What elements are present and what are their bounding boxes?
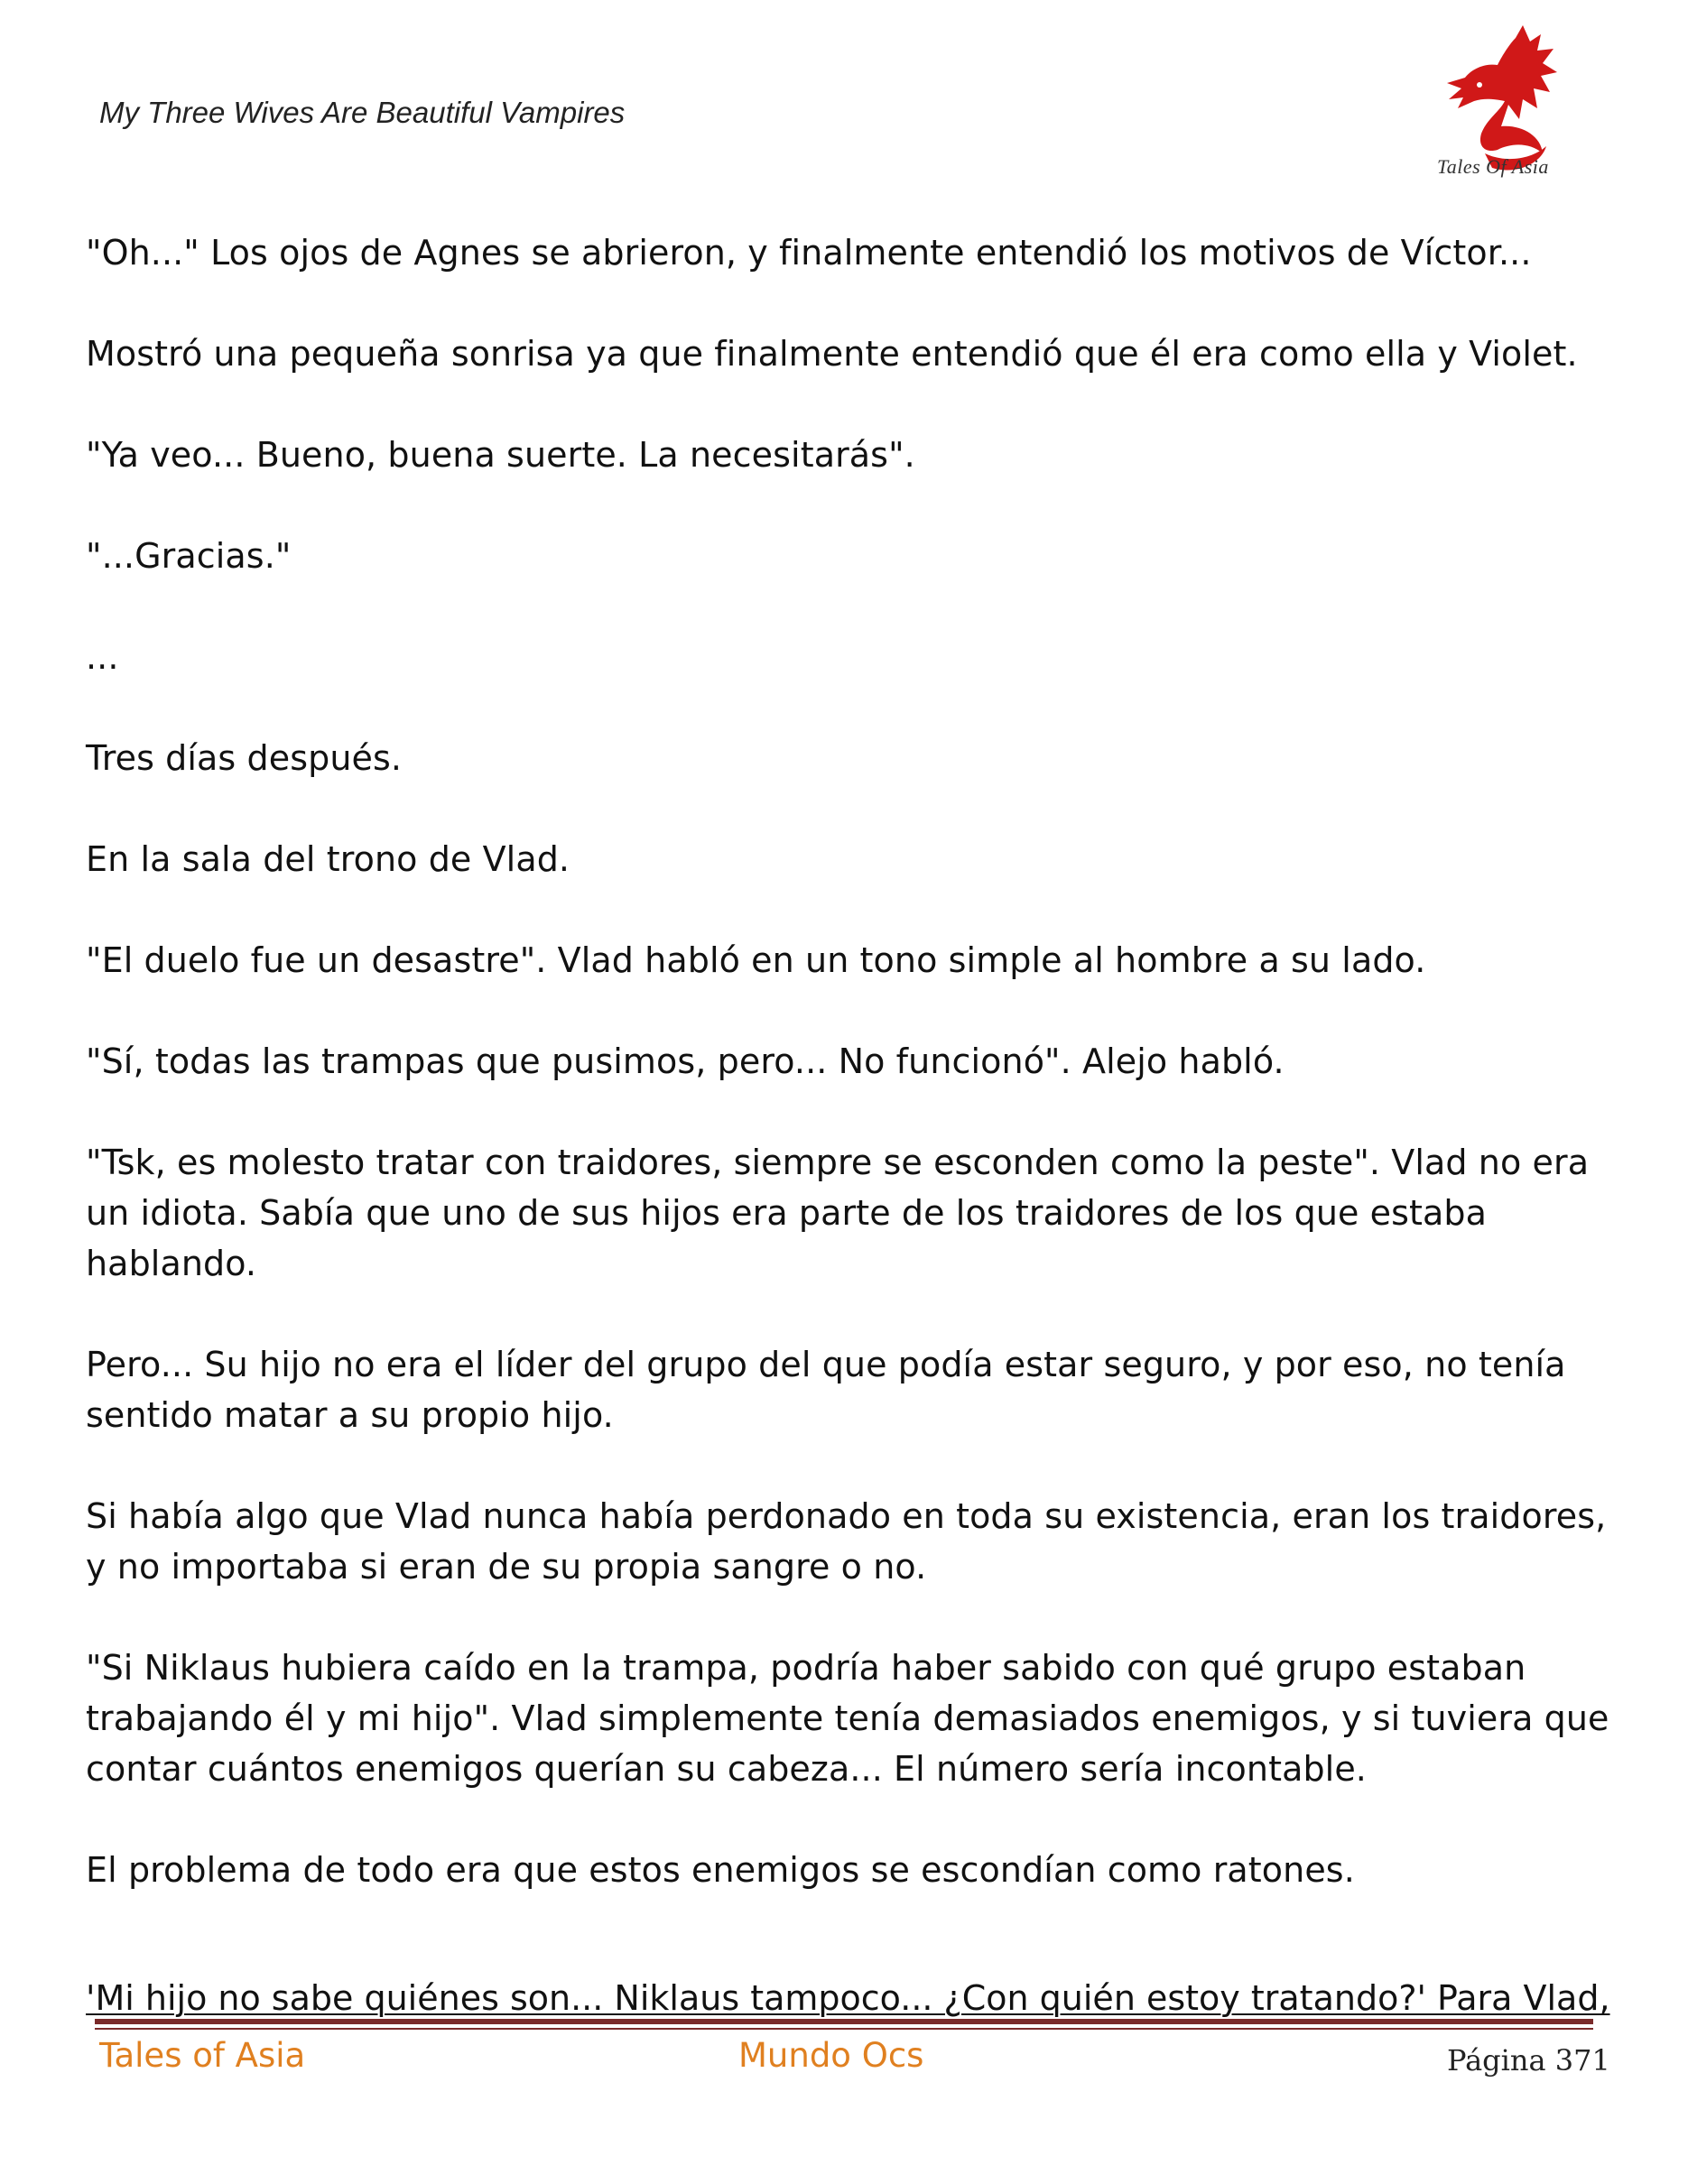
paragraph: "Oh..." Los ojos de Agnes se abrieron, y finalmente entendió los motivos de Víctor... [86, 233, 1532, 273]
paragraph: Si había algo que Vlad nunca había perdonado en toda su existencia, eran los traidores, y no importaba si eran de su propia sangre o no. [86, 1496, 1607, 1587]
paragraph: Tres días después. [86, 738, 403, 778]
paragraph: "Ya veo... Bueno, buena suerte. La necesitarás". [86, 435, 915, 475]
footer-divider [95, 2019, 1593, 2024]
paragraph: Mostró una pequeña sonrisa ya que finalmente entendió que él era como ella y Violet. [86, 334, 1578, 374]
paragraph: En la sala del trono de Vlad. [86, 839, 570, 879]
paragraph: "...Gracias." [86, 536, 292, 576]
footer-site-name: Tales of Asia [99, 2036, 306, 2075]
logo-caption: Tales Of Asia [1437, 155, 1549, 178]
document-header-title: My Three Wives Are Beautiful Vampires [99, 96, 626, 129]
document-body [86, 227, 1625, 1946]
paragraph: "Sí, todas las trampas que pusimos, pero... No funcionó". Alejo habló. [86, 1041, 1285, 1081]
paragraph: "Tsk, es molesto tratar con traidores, siempre se esconden como la peste". Vlad no era un idiota. Sabía que uno de sus hijos era parte de los traidores de los que estaba hablando. [86, 1143, 1590, 1283]
continuing-paragraph: 'Mi hijo no sabe quiénes son... Niklaus tampoco... ¿Con quién estoy tratando?' Para Vlad, [86, 1978, 1610, 2018]
paragraph: El problema de todo era que estos enemigos se escondían como ratones. [86, 1850, 1355, 1890]
footer-divider-thin [95, 2028, 1593, 2030]
footer-section-name: Mundo Ocs [738, 2036, 924, 2075]
paragraph: "Si Niklaus hubiera caído en la trampa, podría haber sabido con qué grupo estaban trabajando él y mi hijo". Vlad simplemente tenía demasiados enemigos, y si tuviera que contar cuántos enemigos querían su cabeza... El número sería incontable. [86, 1648, 1609, 1789]
paragraph: Pero... Su hijo no era el líder del grupo del que podía estar seguro, y por eso, no tenía sentido matar a su propio hijo. [86, 1345, 1566, 1435]
paragraph: ... [86, 637, 119, 677]
page-number: Página 371 [1447, 2043, 1610, 2078]
paragraph: "El duelo fue un desastre". Vlad habló en un tono simple al hombre a su lado. [86, 940, 1426, 980]
